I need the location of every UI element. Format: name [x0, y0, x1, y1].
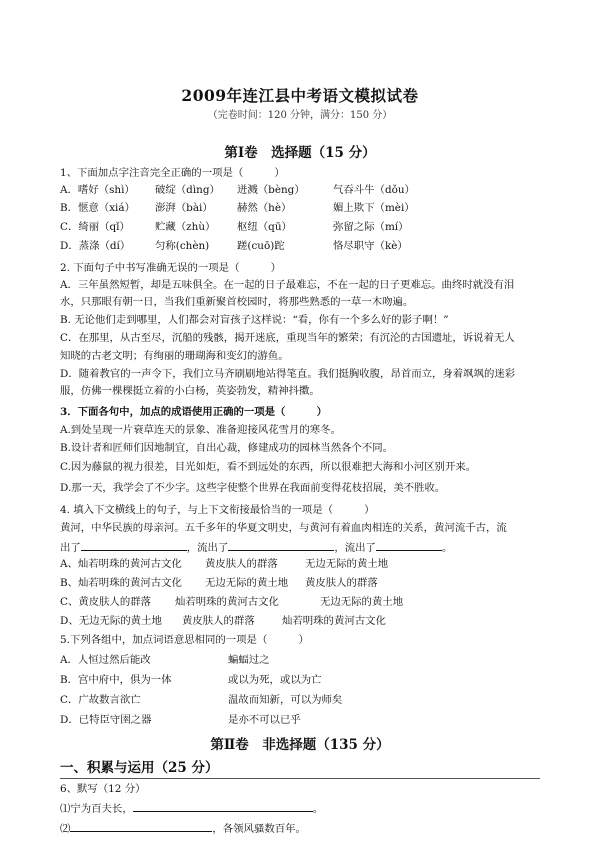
q1-option-a [60, 183, 415, 197]
q1-b-2: 澎湃（bài） [155, 202, 213, 214]
q5-b-2: 或以为死，或以为亡 [228, 674, 322, 686]
q6-line2-prefix: ⑵ [60, 823, 71, 835]
q3-stem: 3．下面各句中，加点的成语使用正确的一项是（ ） [60, 406, 327, 418]
q4-blank-3 [376, 539, 442, 551]
q6-line1 [60, 800, 323, 816]
q2-option-a-line1: A．三年虽然短暂，却是五味俱全。在一起的日子最难忘，不在一起的日子更难忘。曲终时就没有泪 [60, 279, 515, 291]
q4-c-1: C、黄皮肤人的群落 [60, 596, 152, 608]
q4-passage-line1: 黄河，中华民族的母亲河。五千多年的华夏文明史，与黄河有着血肉相连的关系，黄河流千古，流 [60, 522, 507, 534]
q6-line1-prefix: ⑴宁为百夫长， [60, 803, 133, 815]
q4-d-2: 黄皮肤人的群落 [182, 615, 255, 627]
q4-stem: 4. 填入下文横线上的句子，与上下文衔接最恰当的一项是（ ） [60, 504, 375, 516]
q5-option-b [60, 673, 322, 687]
q1-d-3: 蹉(cuō)跎 [237, 240, 285, 252]
q1-b-3: 赫然（hè） [237, 202, 292, 214]
q2-stem: 2. 下面句子中书写准确无误的一项是（ ） [60, 262, 282, 274]
q5-option-c [60, 693, 342, 707]
q4-passage-line2 [60, 539, 452, 555]
q6-blank-2 [70, 820, 212, 832]
q1-d-2: 匀称(chèn) [155, 240, 210, 252]
q4-option-b [60, 576, 378, 590]
q4-a-2: 黄皮肤人的群落 [205, 558, 278, 570]
q1-b-4: 媚上欺下（mèi） [333, 202, 415, 214]
q6-line2-suffix: ，各领风骚数百年。 [212, 823, 306, 835]
q5-stem: 5.下列各组中，加点词语意思相同的一项是（ ） [60, 634, 309, 646]
exam-time-info: （完卷时间：120 分钟，满分：150 分） [207, 110, 393, 121]
q5-d-1: D．已特臣守圉之器 [60, 714, 152, 726]
q1-option-b [60, 201, 415, 215]
q3-option-c: C.因为藤鼠的视力很差，目光如炬，看不到远处的东西，所以很难把大海和小河区别开来。 [60, 461, 477, 473]
q4-d-3: 灿若明珠的黄河古文化 [282, 615, 386, 627]
q1-a-2: 破绽（dìng） [155, 184, 220, 196]
q6-stem: 6、默写（12 分） [60, 783, 146, 795]
q4-d-1: D、无边无际的黄土地 [60, 615, 162, 627]
q4-b-3: 黄皮肤人的群落 [305, 577, 378, 589]
q4-option-d [60, 614, 386, 628]
q4-c-3: 无边无际的黄土地 [320, 596, 404, 608]
q1-option-c [60, 220, 409, 234]
q6-line2 [60, 820, 306, 836]
q1-stem: 1、下面加点字注音完全正确的一项是（ ） [60, 167, 285, 179]
q1-c-1: C．绮丽（qǐ） [60, 221, 130, 233]
q4-blank-2 [228, 539, 334, 551]
q4-c-2: 灿若明珠的黄河古文化 [175, 596, 279, 608]
q5-option-d [60, 713, 301, 727]
q2-option-b: B. 无论他们走到哪里，人们都会对盲孩子这样说：“看，你有一个多么好的影子啊！” [60, 314, 449, 326]
q4-passage-part3: ，流出了 [334, 542, 376, 554]
q5-b-1: B．宫中府中，俱为一体 [60, 674, 172, 686]
q1-c-3: 枢纽（qū） [237, 221, 292, 233]
q5-c-1: C．广故数言欲亡 [60, 694, 141, 706]
q4-b-1: B、灿若明珠的黄河古文化 [60, 577, 182, 589]
q4-passage-part4: 。 [441, 542, 453, 554]
q1-c-2: 贮藏（zhù） [155, 221, 216, 233]
q1-a-4: 气吞斗牛（dǒu） [333, 184, 415, 196]
q1-d-1: D．蒸涤（dí） [60, 240, 131, 252]
q2-option-a-line2: 水，只那眼有朝一日，当我们重新聚首校园时，将那些熟悉的一草一木吻遍。 [60, 296, 414, 308]
q5-option-a [60, 653, 270, 667]
q4-b-2: 无边无际的黄土地 [205, 577, 289, 589]
part2-title: 第Ⅱ卷 非选择题（135 分） [210, 737, 390, 753]
q4-blank-1 [81, 539, 187, 551]
q2-option-c-line1: C．在那里，从古至尽，沉船的残骸，揭开迷底，重现当年的繁荣；有沉沦的古国遗址，诉说着无人 [60, 332, 515, 344]
q1-option-d [60, 239, 408, 253]
q4-passage-part1: 出了 [60, 542, 81, 554]
q3-option-b: B.设计者和匠师们因地制宜，自出心裁，修建成功的园林当然各个不同。 [60, 442, 394, 454]
q1-a-1: A．嗜好（shì） [60, 184, 135, 196]
q1-c-4: 弥留之际（mí） [333, 221, 409, 233]
q4-option-a [60, 557, 388, 571]
q1-b-1: B．惬意（xiá） [60, 202, 135, 214]
part1-title: 第Ⅰ卷 选择题（15 分） [224, 145, 376, 161]
q5-d-2: 是亦不可以已乎 [228, 714, 301, 726]
section-divider [60, 778, 540, 779]
q1-d-4: 恪尽职守（kè） [333, 240, 408, 252]
q6-blank-1 [133, 800, 313, 812]
q6-line1-suffix: 。 [312, 803, 324, 815]
q4-a-3: 无边无际的黄土地 [305, 558, 389, 570]
section1-title: 一、积累与运用（25 分） [60, 760, 219, 776]
q2-option-d-line1: D．随着教官的一声令下，我们立马齐刷刷地站得笔直。我们挺胸收腹，昂首而立，身着飒飒的迷彩 [60, 368, 516, 380]
q4-option-c [60, 595, 403, 609]
q1-a-3: 迸溅（bèng） [237, 184, 305, 196]
q3-option-a: A.到处呈现一片衰草连天的景象、准备迎接风花雪月的寒冬。 [60, 424, 341, 436]
page-title: 2009年连江县中考语文模拟试卷 [181, 86, 419, 105]
q5-a-2: 蝙蝠过之 [228, 654, 270, 666]
q4-a-1: A、灿若明珠的黄河古文化 [60, 558, 182, 570]
q2-option-c-line2: 知晓的古老文明；有绚丽的珊瑚海和变幻的游鱼。 [60, 350, 289, 362]
q2-option-d-line2: 服，仿佛一棵棵挺立着的小白杨，英姿勃发，精神抖擞。 [60, 385, 320, 397]
q3-option-d: D.那一天，我学会了不少字。这些字使整个世界在我面前变得花枝招展，美不胜收。 [60, 482, 446, 494]
q4-passage-part2: ，流出了 [186, 542, 229, 554]
q5-c-2: 温故而知新，可以为师矣 [228, 694, 343, 706]
q5-a-1: A．人恒过然后能改 [60, 654, 151, 666]
